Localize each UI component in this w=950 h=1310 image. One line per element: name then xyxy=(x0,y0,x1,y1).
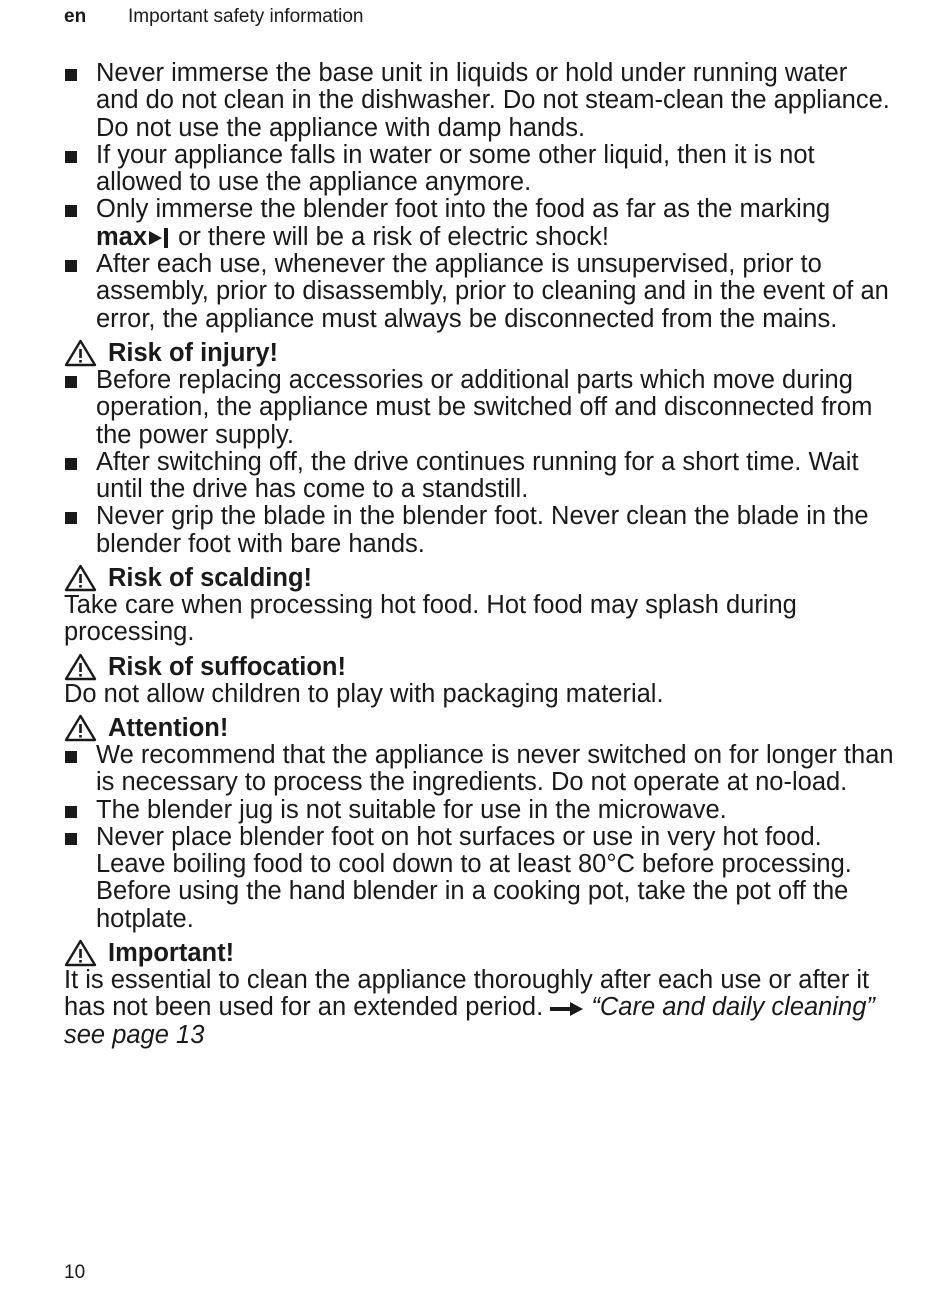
list-item: We recommend that the appliance is never switched on for longer than is necessary to process the ingredients. Do not operate at no-load. xyxy=(64,742,894,797)
list-item: Before replacing accessories or additional parts which move during operation, the appliance must be switched off and disconnected from the power supply. xyxy=(64,367,894,449)
scalding-heading: Risk of scalding! xyxy=(64,564,894,592)
suffocation-heading: Risk of suffocation! xyxy=(64,653,894,681)
page-header xyxy=(64,6,364,28)
page-reference-link[interactable]: “Care and daily cleaning” see page 13 xyxy=(64,993,875,1049)
attention-heading: Attention! xyxy=(64,714,894,742)
list-item: Only immerse the blender foot into the food as far as the marking max or there will be a risk of electric shock! xyxy=(64,196,894,251)
bullet-square-icon xyxy=(65,751,77,763)
section-title: Important safety information xyxy=(128,6,364,27)
warning-triangle-icon xyxy=(64,653,97,681)
page-number: 10 xyxy=(64,1262,86,1283)
bullet-square-icon xyxy=(65,151,77,163)
bullet-square-icon xyxy=(65,260,77,272)
suffocation-text: Do not allow children to play with packaging material. xyxy=(64,679,664,708)
safety-content xyxy=(64,60,894,1049)
list-item: Never grip the blade in the blender foot. Never clean the blade in the blender foot with bare hands. xyxy=(64,503,894,558)
warning-triangle-icon xyxy=(64,939,97,967)
warning-triangle-icon xyxy=(64,564,97,592)
bullet-square-icon xyxy=(65,833,77,845)
scalding-text: Take care when processing hot food. Hot food may splash during processing. xyxy=(64,591,797,647)
bullet-square-icon xyxy=(65,458,77,470)
intro-list xyxy=(64,60,894,333)
list-item: After switching off, the drive continues running for a short time. Wait until the drive has come to a standstill. xyxy=(64,449,894,504)
bullet-square-icon xyxy=(65,69,77,81)
list-item: After each use, whenever the appliance is unsupervised, prior to assembly, prior to disassembly, prior to cleaning and in the event of an error, the appliance must always be disconnected from the mains. xyxy=(64,251,894,333)
max-marking-label: max xyxy=(96,222,148,251)
warning-triangle-icon xyxy=(64,714,97,742)
max-marking-icon xyxy=(147,226,171,250)
list-item: The blender jug is not suitable for use in the microwave. xyxy=(64,797,894,824)
list-item: Never place blender foot on hot surfaces or use in very hot food. Leave boiling food to cool down to at least 80°C before processing. Before using the hand blender in a cooking pot, take the pot off the hotplate. xyxy=(64,824,894,933)
important-heading: Important! xyxy=(64,939,894,967)
injury-list xyxy=(64,367,894,558)
attention-list xyxy=(64,742,894,933)
bullet-square-icon xyxy=(65,512,77,524)
bullet-square-icon xyxy=(65,205,77,217)
list-item: Never immerse the base unit in liquids or hold under running water and do not clean in the dishwasher. Do not steam-clean the appliance. Do not use the appliance with damp hands. xyxy=(64,60,894,142)
important-text: It is essential to clean the appliance thoroughly after each use or after it has not been used for an extended period. “Care and daily cleaning” see page 13 xyxy=(64,966,875,1049)
arrow-right-icon xyxy=(550,1001,584,1017)
language-code: en xyxy=(64,6,87,27)
list-item: If your appliance falls in water or some other liquid, then it is not allowed to use the appliance anymore. xyxy=(64,142,894,197)
injury-heading: Risk of injury! xyxy=(64,339,894,367)
bullet-square-icon xyxy=(65,376,77,388)
bullet-square-icon xyxy=(65,806,77,818)
warning-triangle-icon xyxy=(64,339,97,367)
